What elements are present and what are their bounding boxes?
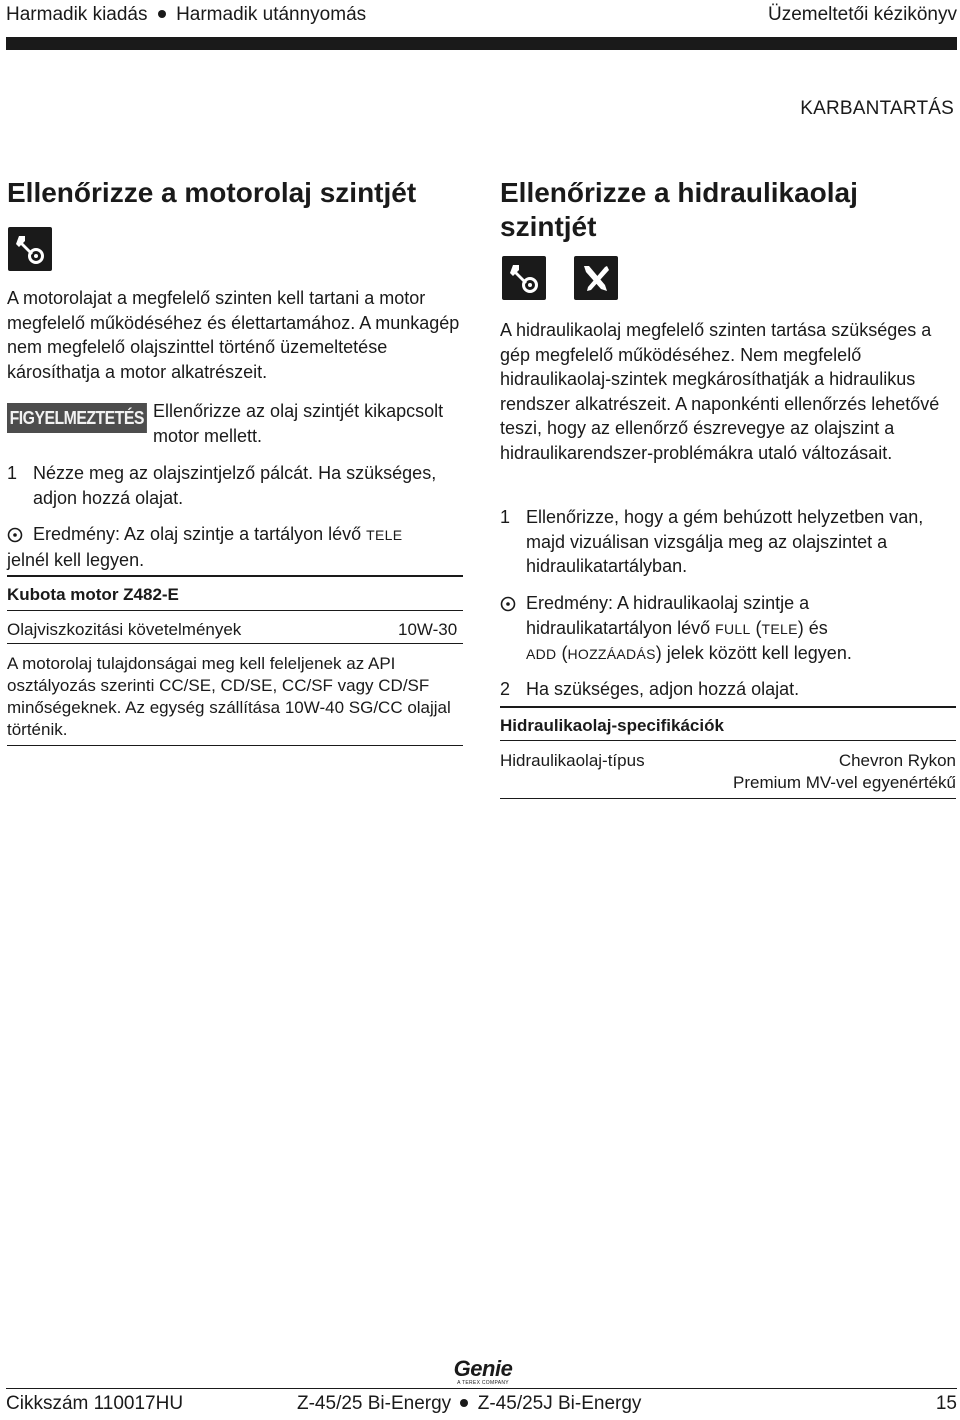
header-manual-title: Üzemeltetői kézikönyv	[767, 4, 957, 25]
right-title	[500, 176, 955, 244]
bullet-icon	[158, 10, 166, 18]
paren: (	[750, 617, 762, 638]
result-text: ) jelek között kell legyen.	[655, 643, 852, 663]
result-text: hidraulikatartályon lévő	[526, 617, 716, 638]
left-spec-label: Olajviszkozitási követelmények	[7, 620, 242, 639]
result-mark-tele: TELE	[761, 620, 798, 637]
right-step-1	[500, 505, 955, 579]
right-step-2	[500, 677, 955, 702]
spec-rule-top	[7, 575, 463, 577]
spec-rule-bottom	[500, 798, 956, 799]
step-text: Nézze meg az olajszintjelző pálcát. Ha szükséges, adjon hozzá olajat.	[33, 463, 437, 508]
result-mark-hozzaadas: HOZZÁADÁS	[567, 646, 656, 662]
step-number: 1	[7, 463, 18, 483]
left-step-1	[7, 461, 462, 510]
step-text: Ellenőrizze, hogy a gém behúzott helyzetben van, majd vizuálisan vizsgálja meg az olajszintet a hidraulikatartályban.	[526, 507, 924, 576]
result-text: ) és	[797, 617, 828, 638]
left-spec-title: Kubota motor Z482-E	[7, 585, 179, 604]
spec-rule	[7, 610, 463, 611]
spec-rule-bottom	[7, 745, 463, 746]
result-mark-full: FULL	[715, 620, 751, 637]
spec-rule	[7, 643, 463, 644]
spec-rule	[500, 740, 956, 741]
target-icon	[500, 591, 526, 667]
result-mark-tele: TELE	[366, 527, 403, 543]
result-mark-add: ADD	[526, 646, 557, 662]
target-icon	[7, 522, 33, 548]
right-result	[500, 591, 955, 667]
left-column	[7, 176, 467, 210]
paren: (	[556, 643, 568, 663]
right-intro: A hidraulikaolaj megfelelő szinten tartása szükséges a gép megfelelő működéséhez. Nem megfelelő hidraulikaolaj-szintek megkárosíthatják a hidraulikus rendszer alkatrészeit. A naponkénti ellenőrzés lehetővé teszi, hogy az ellenőrző észrevegye az olajszint a hidraulikarendszer-problémákra utaló változásait.	[500, 320, 940, 463]
right-title-line2: szintjét	[500, 211, 597, 242]
right-spec-value-2: Premium MV-vel egyenértékű	[733, 773, 956, 792]
footer-rule	[6, 1388, 957, 1389]
right-title-line1: Ellenőrizze a hidraulikaolaj	[500, 177, 858, 208]
model-1: Z-45/25 Bi-Energy	[297, 1393, 452, 1414]
footer-models	[297, 1393, 641, 1415]
step-number: 2	[500, 679, 511, 699]
step-number: 1	[500, 507, 511, 527]
logo-text: Genie	[453, 1356, 513, 1381]
model-2: Z-45/25J Bi-Energy	[477, 1393, 642, 1414]
header-rule	[6, 37, 957, 50]
tools-icon	[574, 256, 618, 300]
warning-label: FIGYELMEZTETÉS	[7, 403, 147, 433]
genie-logo	[447, 1358, 519, 1386]
header-left	[6, 4, 366, 26]
step-text: Ha szükséges, adjon hozzá olajat.	[526, 679, 800, 699]
left-title: Ellenőrizze a motorolaj szintjét	[7, 177, 417, 208]
page-number: 15	[935, 1393, 957, 1414]
result-text: Eredmény: Az olaj szintje a tartályon lévő	[33, 524, 367, 544]
left-result	[7, 522, 462, 572]
part-number: Cikkszám 110017HU	[6, 1393, 184, 1414]
wrench-icon	[8, 227, 52, 271]
left-intro: A motorolajat a megfelelő szinten kell tartani a motor megfelelő működéséhez és élettartamához. A munkagép nem megfelelő olajszinttel történő üzemeltetése károsíthatja a motor alkatrészeit.	[7, 288, 460, 382]
spec-rule-top	[500, 706, 956, 708]
bullet-icon	[460, 1399, 468, 1407]
left-spec-note: A motorolaj tulajdonságai meg kell feleljenek az API osztályozás szerinti CC/SE, CD/SE, CC/SF vagy CD/SF minőségeknek. Az egység szállítása 10W-40 SG/CC olajjal történik.	[7, 654, 451, 739]
wrench-icon	[502, 256, 546, 300]
logo-tagline: A TEREX COMPANY	[457, 1380, 509, 1386]
right-spec-value-1: Chevron Rykon	[838, 751, 956, 770]
right-spec-title: Hidraulikaolaj-specifikációk	[500, 716, 724, 735]
warning-text: Ellenőrizze az olaj szintjét kikapcsolt motor mellett.	[153, 401, 444, 446]
right-spec-label: Hidraulikaolaj-típus	[500, 751, 645, 770]
section-title: KARBANTARTÁS	[800, 98, 954, 119]
result-text-cont: jelnél kell legyen.	[7, 549, 145, 570]
left-spec-value: 10W-30	[398, 620, 458, 639]
header-printing: Harmadik utánnyomás	[176, 4, 367, 25]
header-edition: Harmadik kiadás	[6, 4, 148, 25]
result-text: Eredmény: A hidraulikaolaj szintje a	[526, 593, 810, 613]
